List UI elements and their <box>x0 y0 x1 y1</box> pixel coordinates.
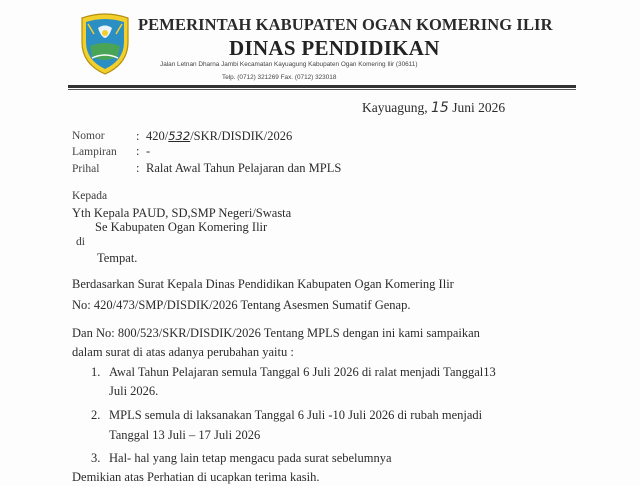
nomor-prefix: 420/ <box>146 129 169 143</box>
nomor-label: Nomor <box>72 130 105 142</box>
list-item-3-line-1: Hal- hal yang lain tetap mengacu pada surat sebelumnya <box>109 451 392 465</box>
body-paragraph-1-line-2: No: 420/473/SMP/DISDIK/2026 Tentang Asesmen Sumatif Genap. <box>72 298 411 312</box>
letter-date <box>362 100 505 116</box>
recipient-kepada: Kepada <box>72 190 108 202</box>
body-paragraph-2-line-1: Dan No: 800/523/SKR/DISDIK/2026 Tentang MPLS dengan ini kami sampaikan <box>72 326 480 340</box>
list-item-2-line-2: Tanggal 13 Juli – 17 Juli 2026 <box>109 428 261 442</box>
closing-sentence: Demikian atas Perhatian di ucapkan terima kasih. <box>72 470 320 484</box>
list-item-3-number: 3. <box>91 451 101 465</box>
letterhead-contact: Telp. (0712) 321269 Fax. (0712) 323018 <box>222 74 337 81</box>
perihal-label: Prihal <box>72 163 100 175</box>
list-item-2-number: 2. <box>91 408 101 422</box>
letterhead-government: PEMERINTAH KABUPATEN OGAN KOMERING ILIR <box>138 15 553 34</box>
body-paragraph-2-line-2: dalam surat di atas adanya perubahan yaitu : <box>72 345 294 359</box>
nomor-value <box>146 129 292 144</box>
nomor-handwritten: 532 <box>168 129 191 143</box>
nomor-colon: : <box>136 129 140 143</box>
nomor-suffix: /SKR/DISDIK/2026 <box>190 129 293 143</box>
regency-crest-icon <box>74 12 136 76</box>
letterhead-rule-thick <box>68 85 576 88</box>
body-paragraph-1-line-1: Berdasarkan Surat Kepala Dinas Pendidikan Kabupaten Ogan Komering Ilir <box>72 277 454 291</box>
recipient-di: di <box>76 236 85 248</box>
date-place: Kayuagung, <box>362 100 428 115</box>
recipient-tempat: Tempat. <box>97 251 138 265</box>
perihal-colon: : <box>136 161 140 175</box>
recipient-yth: Yth Kepala PAUD, SD,SMP Negeri/Swasta <box>72 206 292 220</box>
letterhead-rule-thin <box>68 89 576 90</box>
letterhead-agency: DINAS PENDIDIKAN <box>229 36 440 60</box>
recipient-area: Se Kabupaten Ogan Komering Ilir <box>95 220 268 234</box>
lampiran-label: Lampiran <box>72 146 117 158</box>
date-day-handwritten: 15 <box>430 100 449 116</box>
list-item-1-line-2: Juli 2026. <box>109 384 159 398</box>
lampiran-colon: : <box>136 144 140 158</box>
perihal-value: Ralat Awal Tahun Pelajaran dan MPLS <box>146 161 342 175</box>
list-item-1-line-1: Awal Tahun Pelajaran semula Tanggal 6 Juli 2026 di ralat menjadi Tanggal13 <box>109 365 496 379</box>
list-item-1-number: 1. <box>91 365 101 379</box>
date-month-year: Juni 2026 <box>452 100 506 115</box>
letterhead-address: Jalan Letnan Dharna Jambi Kecamatan Kayuagung Kabupaten Ogan Komering Ilir (30611) <box>160 61 418 68</box>
lampiran-value: - <box>146 144 151 158</box>
list-item-2-line-1: MPLS semula di laksanakan Tanggal 6 Juli -10 Juli 2026 di rubah menjadi <box>109 408 483 422</box>
